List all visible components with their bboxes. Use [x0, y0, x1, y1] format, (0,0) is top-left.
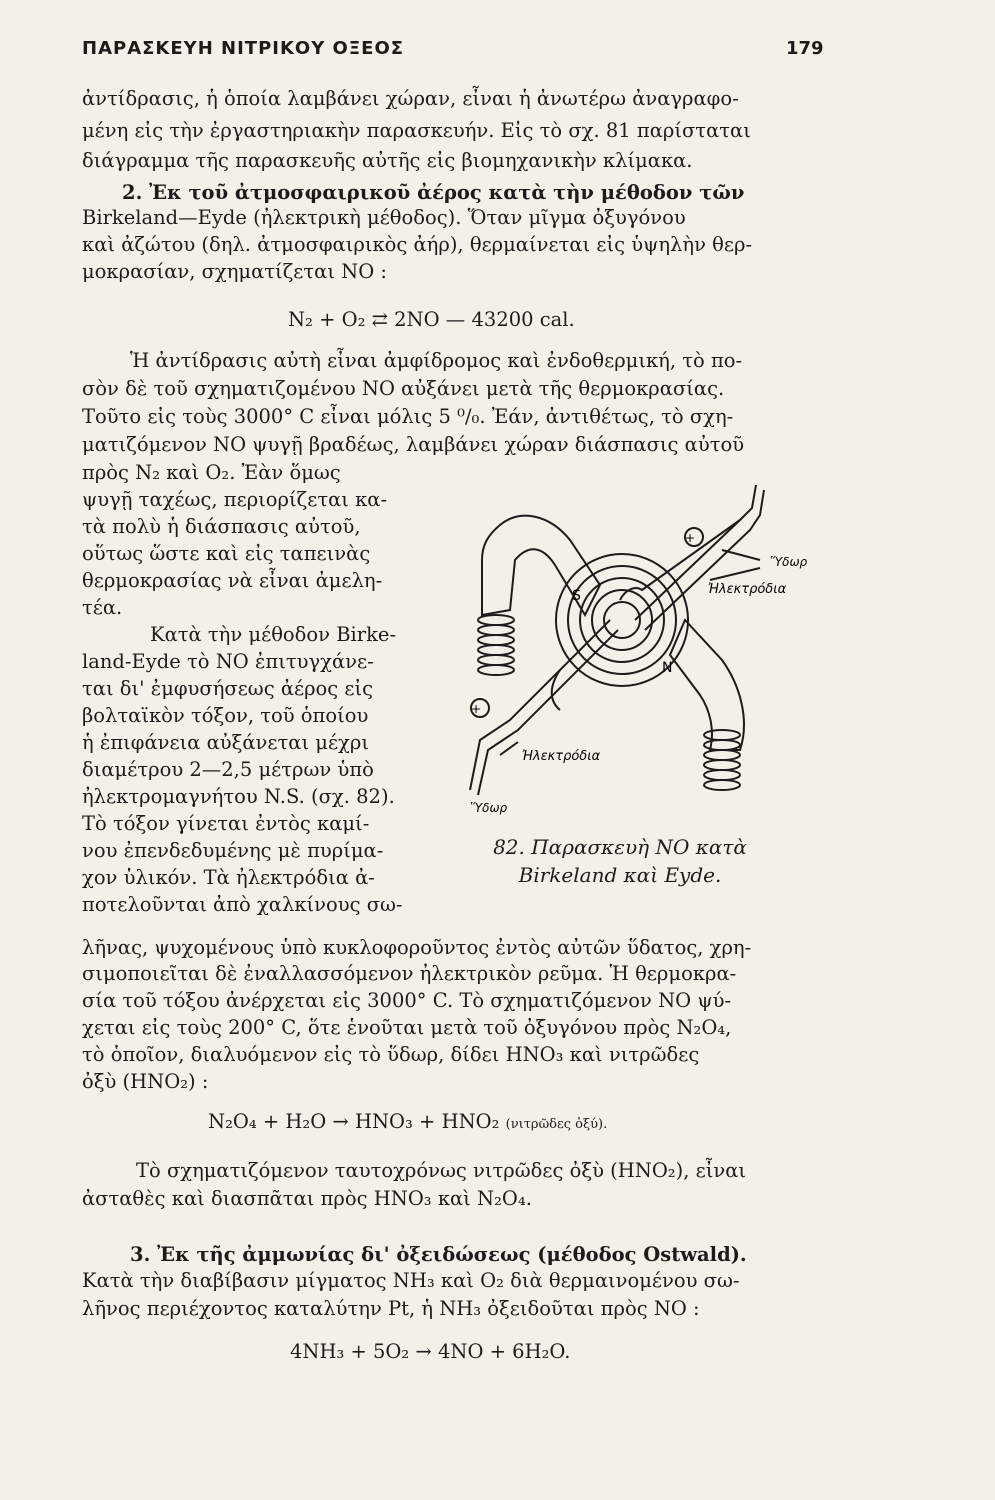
chapter-title: ΠΑΡΑΣΚΕΥΗ ΝΙΤΡΙΚΟΥ ΟΞΕΟΣ	[82, 38, 405, 59]
text-line: ὀξὺ (HNO₂) :	[82, 1070, 209, 1093]
text-line: ψυγῇ ταχέως, περιορίζεται κα-	[82, 488, 388, 511]
equation-1: N₂ + O₂ ⇄ 2NO — 43200 cal.	[288, 308, 575, 331]
page-number: 179	[786, 38, 824, 59]
text-line: σιμοποιεῖται δὲ ἐναλλασσόμενον ἠλεκτρικὸν ρεῦμα. Ἡ θερμοκρα-	[82, 962, 737, 985]
text-line: Τοῦτο εἰς τοὺς 3000° C εἶναι μόλις 5 ⁰/₀. Ἐάν, ἀντιθέτως, τὸ σχη-	[82, 405, 734, 428]
label-electrodes-top: Ἠλεκτρόδια	[708, 582, 787, 597]
label-water-top: Ὕδωρ	[770, 555, 808, 569]
pole-s-label: S	[572, 588, 581, 604]
label-electrodes-bottom: Ἠλεκτρόδια	[522, 749, 601, 764]
text-line: καὶ ἀζώτου (δηλ. ἀτμοσφαιρικὸς ἀήρ), θερμαίνεται εἰς ὑψηλὴν θερ-	[82, 233, 753, 256]
equation-2-main: N₂O₄ + H₂O → HNO₃ + HNO₂	[208, 1110, 500, 1133]
figure-caption-line2: Birkeland καὶ Eyde.	[518, 863, 722, 887]
text-line: Birkeland—Eyde (ἠλεκτρικὴ μέθοδος). Ὅταν μῖγμα ὀξυγόνου	[82, 206, 686, 229]
text-line: σία τοῦ τόξου ἀνέρχεται εἰς 3000° C. Τὸ σχηματιζόμενον NO ψύ-	[82, 989, 732, 1012]
text-line: Ἡ ἀντίδρασις αὐτὴ εἶναι ἀμφίδρομος καὶ ἐνδοθερμική, τὸ πο-	[130, 349, 743, 372]
plus-mark-bottom: +	[471, 702, 482, 716]
label-water-bottom: Ὕδωρ	[470, 801, 508, 815]
text-line: μένη εἰς τὴν ἐργαστηριακὴν παρασκευήν. Εἰς τὸ σχ. 81 παρίσταται	[82, 119, 751, 142]
text-line: τὰ πολὺ ἡ διάσπασις αὐτοῦ,	[82, 515, 361, 538]
text-line: οὕτως ὥστε καὶ εἰς ταπεινὰς	[82, 542, 371, 565]
text-line: πρὸς N₂ καὶ O₂. Ἐὰν ὅμως	[82, 461, 341, 484]
text-line: ποτελοῦνται ἀπὸ χαλκίνους σω-	[82, 893, 403, 916]
equation-2-note: (νιτρῶδες ὀξύ).	[505, 1117, 608, 1132]
coil-left	[478, 615, 514, 675]
text-line: μοκρασίαν, σχηματίζεται NO :	[82, 260, 387, 283]
text-line: land-Eyde τὸ NO ἐπιτυγχάνε-	[82, 650, 374, 673]
text-line: ἡ ἐπιφάνεια αὐξάνεται μέχρι	[82, 731, 369, 754]
text-line: χον ὑλικόν. Τὰ ἠλεκτρόδια ἀ-	[82, 866, 375, 889]
text-line: ται δι' ἐμφυσήσεως ἀέρος εἰς	[82, 677, 374, 700]
text-line: λῆνας, ψυχομένους ὑπὸ κυκλοφοροῦντος ἐντὸς αὐτῶν ὕδατος, χρη-	[82, 936, 752, 959]
section-heading-2: 2. Ἐκ τοῦ ἀτμοσφαιρικοῦ ἀέρος κατὰ τὴν μέθοδον τῶν	[122, 181, 745, 204]
running-header	[82, 38, 824, 66]
text-line: λῆνος περιέχοντος καταλύτην Pt, ἡ NH₃ ὀξειδοῦται πρὸς NO :	[82, 1297, 700, 1320]
text-line: Τὸ σχηματιζόμενον ταυτοχρόνως νιτρῶδες ὀξὺ (HNO₂), εἶναι	[136, 1159, 747, 1182]
pole-n-label: N	[662, 660, 673, 676]
text-line: τέα.	[82, 596, 123, 619]
text-line: θερμοκρασίας νὰ εἶναι ἀμελη-	[82, 569, 383, 592]
figure-caption-line1: 82. Παρασκευὴ NO κατὰ	[493, 835, 747, 859]
text-line: Κατὰ τὴν μέθοδον Birke-	[150, 623, 397, 646]
text-line: σὸν δὲ τοῦ σχηματιζομένου NO αὐξάνει μετὰ τῆς θερμοκρασίας.	[82, 377, 725, 400]
text-line: διαμέτρου 2—2,5 μέτρων ὑπὸ	[82, 758, 374, 781]
equation-3: 4NH₃ + 5O₂ → 4NO + 6H₂O.	[290, 1340, 571, 1363]
text-line: Κατὰ τὴν διαβίβασιν μίγματος NH₃ καὶ O₂ διὰ θερμαινομένου σω-	[82, 1269, 740, 1292]
text-line: Τὸ τόξον γίνεται ἐντὸς καμί-	[82, 812, 370, 835]
text-line: χεται εἰς τοὺς 200° C, ὅτε ἑνοῦται μετὰ τοῦ ὀξυγόνου πρὸς N₂O₄,	[82, 1016, 732, 1039]
equation-2	[208, 1110, 607, 1133]
coil-right	[704, 730, 740, 790]
text-line: νου ἐπενδεδυμένης μὲ πυρίμα-	[82, 839, 384, 862]
figure-82-diagram	[460, 480, 830, 820]
text-line: τὸ ὁποῖον, διαλυόμενον εἰς τὸ ὕδωρ, δίδει HNO₃ καὶ νιτρῶδες	[82, 1043, 700, 1066]
plus-mark-top: +	[685, 531, 696, 545]
section-heading-3: 3. Ἐκ τῆς ἀμμωνίας δι' ὀξειδώσεως (μέθοδος Ostwald).	[130, 1243, 747, 1266]
text-line: βολταϊκὸν τόξον, τοῦ ὁποίου	[82, 704, 369, 727]
text-line: ἠλεκτρομαγνήτου N.S. (σχ. 82).	[82, 785, 395, 808]
text-line: ματιζόμενον NO ψυγῇ βραδέως, λαμβάνει χώραν διάσπασις αὐτοῦ	[82, 433, 745, 456]
text-line: διάγραμμα τῆς παρασκευῆς αὐτῆς εἰς βιομηχανικὴν κλίμακα.	[82, 149, 693, 172]
text-line: ἀσταθὲς καὶ διασπᾶται πρὸς HNO₃ καὶ N₂O₄.	[82, 1187, 532, 1210]
text-line: ἀντίδρασις, ἡ ὁποία λαμβάνει χώραν, εἶναι ἡ ἀνωτέρω ἀναγραφο-	[82, 87, 739, 110]
